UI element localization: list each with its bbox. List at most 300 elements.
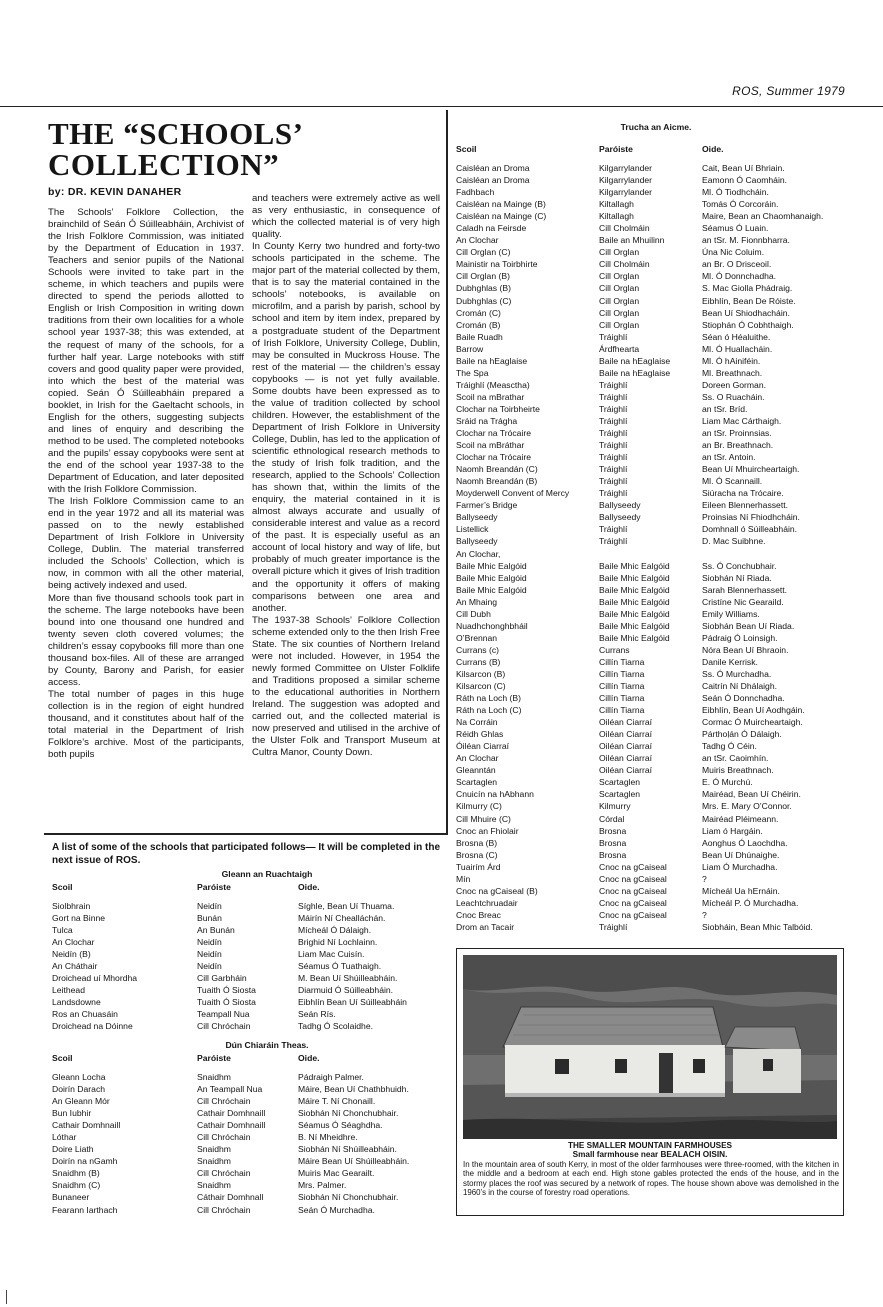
table-row <box>52 912 442 924</box>
teacher-name: Tomás Ó Corcoráin. <box>702 199 779 210</box>
school-name: Scartaglen <box>456 777 498 788</box>
table-row <box>52 1179 442 1191</box>
teacher-name: Ss. Ó Conchubhair. <box>702 560 777 571</box>
school-name: Cnuicín na hAbhann <box>456 789 534 800</box>
teacher-name: Ss. O Ruacháin. <box>702 391 765 402</box>
photo-caption-subtitle: Small farmhouse near BEALACH OISIN. <box>572 1150 728 1159</box>
parish-name: Baile Mhic Ealgóid <box>599 596 670 607</box>
school-name: Ráth na Loch (C) <box>456 705 522 716</box>
parish-name: Cillín Tiarna <box>599 693 645 704</box>
parish-name: Tráighlí <box>599 391 628 402</box>
parish-name: Oiléan Ciarraí <box>599 717 653 728</box>
parish-name: Tráighlí <box>599 488 628 499</box>
farmhouse-photo <box>463 955 837 1139</box>
teacher-name: an tSr. Proinnsias. <box>702 428 772 439</box>
parish-name: Tráighlí <box>599 440 628 451</box>
table-row <box>52 1155 442 1167</box>
header-school: Scoil <box>456 144 477 154</box>
school-name: Clochar na Trócaire <box>456 428 531 439</box>
parish-name: Ballyseedy <box>599 500 641 511</box>
school-name: Caisléan na Mainge (B) <box>456 199 546 210</box>
table-row <box>52 1167 442 1179</box>
school-name: Brosna (B) <box>456 837 498 848</box>
parish-name: Tráighlí <box>599 476 628 487</box>
column-headers <box>52 1053 442 1071</box>
teacher-name: an tSr. Bríd. <box>702 403 748 414</box>
teacher-name: Ss. Ó Murchadha. <box>702 668 772 679</box>
table-row <box>456 186 856 198</box>
table-row <box>52 900 442 912</box>
table-row <box>52 972 442 984</box>
teacher-name: Máire, Bean Uí Chathbhuidh. <box>298 1084 409 1095</box>
parish-name: Tráighlí <box>599 452 628 463</box>
table-row <box>456 813 856 825</box>
parish-name: Baile Mhic Ealgóid <box>599 560 670 571</box>
article-column-middle <box>252 193 440 759</box>
school-name: An Cháthair <box>52 961 98 972</box>
teacher-name: Pádraigh Palmer. <box>298 1072 364 1082</box>
teacher-name: Sarah Blennerhassett. <box>702 584 788 595</box>
table-row <box>456 728 856 740</box>
table-row <box>52 1204 442 1216</box>
school-name: Siolbhrain <box>52 901 91 911</box>
school-name: Scoil na mBráthar <box>456 440 525 451</box>
school-rows <box>456 162 856 933</box>
school-name: Mín <box>456 873 471 884</box>
school-name: Fadhbach <box>456 187 495 198</box>
article-byline: by: DR. KEVIN DANAHER <box>48 186 182 198</box>
table-row <box>456 475 856 487</box>
teacher-name: ? <box>702 909 707 920</box>
school-name: Cill Orglan (C) <box>456 247 511 258</box>
parish-name: Córdal <box>599 813 625 824</box>
parish-name: Cáthair Domhnall <box>197 1192 264 1203</box>
table-row <box>456 861 856 873</box>
school-rows <box>52 1071 442 1216</box>
school-name: An Gleann Mór <box>52 1096 110 1107</box>
table-row <box>456 716 856 728</box>
table-row <box>456 282 856 294</box>
school-name: Cnoc an Fhiolair <box>456 825 519 836</box>
table-row <box>52 996 442 1008</box>
teacher-name: Maire, Bean an Chaomhanaigh. <box>702 211 824 222</box>
school-name: Currans (B) <box>456 656 501 667</box>
teacher-name: Séamus Ó Luain. <box>702 223 769 234</box>
teacher-name: Siobhán Ní Shúilleabháin. <box>298 1144 397 1155</box>
header-parish: Paróiste <box>197 1053 231 1063</box>
teacher-name: Seán Rís. <box>298 1009 336 1020</box>
table-row <box>456 656 856 668</box>
parish-name: Tráighlí <box>599 415 628 426</box>
parish-name: Tráighlí <box>599 331 628 342</box>
teacher-name: Ml. Breathnach. <box>702 367 763 378</box>
parish-name: Scartaglen <box>599 777 641 788</box>
school-name: Naomh Breandán (C) <box>456 464 538 475</box>
school-name: Caisléan an Droma <box>456 175 530 186</box>
table-row <box>456 921 856 933</box>
article-title: THE “SCHOOLS’ COLLECTION” <box>48 116 302 182</box>
teacher-name: Eileen Blennerhassett. <box>702 500 788 511</box>
teacher-name: Siobhán Ní Riada. <box>702 572 772 583</box>
table-row <box>52 1083 442 1095</box>
parish-name: Kilgarrylander <box>599 187 653 198</box>
school-name: Cromán (B) <box>456 319 501 330</box>
parish-name: Árdfhearta <box>599 343 640 354</box>
parish-name: Cnoc na gCaiseal <box>599 909 667 920</box>
table-row <box>456 367 856 379</box>
table-row <box>456 608 856 620</box>
teacher-name: Mrs. E. Mary O’Connor. <box>702 801 792 812</box>
table-row <box>456 391 856 403</box>
parish-name: Cill Cholmáin <box>599 223 650 234</box>
parish-name: Tráighlí <box>599 428 628 439</box>
table-row <box>456 355 856 367</box>
parish-name: Snaidhm <box>197 1156 231 1167</box>
teacher-name: an Br. Breathnach. <box>702 440 774 451</box>
parish-name: Baile Mhic Ealgóid <box>599 572 670 583</box>
teacher-name: Siobháin, Bean Mhic Talbóid. <box>702 921 813 932</box>
parish-name: Cnoc na gCaiseal <box>599 861 667 872</box>
school-name: Kilsarcon (B) <box>456 668 506 679</box>
article-paragraph: The 1937-38 Schools’ Folklore Collection scheme extended only to the then Irish Free State. The six counties of Northern Ireland were not included. However, in 1954 the newly formed Committee on Ulster Folklife and Traditions proposed a similar scheme to the educational authorities in Northern Ireland. The suggestion was adopted and carried out, and the collected material is now preserved and utilised in the archive of the Ulster Folk and Transport Museum at Cultra Manor, County Down. <box>252 614 440 759</box>
table-row <box>52 1095 442 1107</box>
parish-name: Scartaglen <box>599 789 641 800</box>
table-row <box>456 620 856 632</box>
table-row <box>456 319 856 331</box>
teacher-name: Siobhán Bean Uí Riada. <box>702 620 795 631</box>
school-name: Mainistir na Toirbhirte <box>456 259 538 270</box>
teacher-name: an tSr. Antoin. <box>702 452 756 463</box>
table-row <box>456 162 856 174</box>
article-frame-rule-horizontal <box>44 833 448 835</box>
school-name: An Clochar <box>456 235 499 246</box>
school-name: Sráid na Trágha <box>456 415 518 426</box>
school-name: Nuadhchonghbháil <box>456 620 528 631</box>
school-name: Doirín na nGamh <box>52 1156 118 1167</box>
teacher-name: Eibhlín, Bean Uí Aodhgáin. <box>702 705 805 716</box>
school-name: Tulca <box>52 925 73 936</box>
parish-name: Cillín Tiarna <box>599 681 645 692</box>
teacher-name: Máire T. Ní Chonaill. <box>298 1096 376 1107</box>
table-row <box>52 1008 442 1020</box>
parish-name: Teampall Nua <box>197 1009 250 1020</box>
table-row <box>456 909 856 921</box>
school-name: Tuairím Árd <box>456 861 501 872</box>
school-name: Baile na hEaglaise <box>456 355 528 366</box>
teacher-name: Domhnall ó Súilleabháin. <box>702 524 798 535</box>
teacher-name: Ml. Ó hAiniféin. <box>702 355 761 366</box>
group-title: Dún Chiaráin Theas. <box>225 1040 309 1050</box>
teacher-name: D. Mac Suibhne. <box>702 536 766 547</box>
photo-caption-body: In the mountain area of south Kerry, in most of the older farmhouses were three-roomed, with the kitchen in the middle and a bedroom at each end. High stone gables protected the ends of the house, and in the stormy places the roof was secured by a network of ropes. The house shown above was demolished in the 1960’s in the course of forestry road operations. <box>463 1160 839 1197</box>
school-name: Cill Dubh <box>456 608 491 619</box>
teacher-name: Siobhán Ní Chonchubhair. <box>298 1192 399 1203</box>
teacher-name: Eibhlín Bean Uí Súilleabháin <box>298 997 407 1008</box>
table-row <box>456 451 856 463</box>
school-name: Gleanntán <box>456 765 496 776</box>
teacher-name: Bean Uí Dhúnaighe. <box>702 849 780 860</box>
parish-name: Cnoc na gCaiseal <box>599 885 667 896</box>
school-name: An Clochar <box>456 753 499 764</box>
parish-name: Tuaith Ó Siosta <box>197 997 256 1008</box>
school-name: Moyderwell Convent of Mercy <box>456 488 570 499</box>
parish-name: Brosna <box>599 825 627 836</box>
table-row <box>456 523 856 535</box>
table-row <box>456 415 856 427</box>
school-name: Clochar na Trócaire <box>456 452 531 463</box>
parish-name: Cillín Tiarna <box>599 656 645 667</box>
table-row <box>456 704 856 716</box>
parish-name: Oiléan Ciarraí <box>599 741 653 752</box>
school-name: Dubhghlas (C) <box>456 295 512 306</box>
parish-name: Cill Chróchain <box>197 1132 251 1143</box>
teacher-name: Séan ó Héaluithe. <box>702 331 771 342</box>
school-name: Currans (c) <box>456 644 499 655</box>
table-row <box>456 463 856 475</box>
school-name: Baile Mhic Ealgóid <box>456 560 527 571</box>
teacher-name: Ml. Ó Huallacháin. <box>702 343 773 354</box>
teacher-name: Cristíne Nic Gearaild. <box>702 596 784 607</box>
teacher-name: Stiophán Ó Cobhthaigh. <box>702 319 794 330</box>
parish-name: Baile Mhic Ealgóid <box>599 584 670 595</box>
school-name: Doire Liath <box>52 1144 94 1155</box>
article-frame-rule-vertical <box>446 110 448 834</box>
table-row <box>456 499 856 511</box>
teacher-name: Eamonn Ó Caomháin. <box>702 175 788 186</box>
school-name: Droichead na Dóinne <box>52 1021 133 1032</box>
parish-name: Cathair Domhnaill <box>197 1108 266 1119</box>
table-row <box>456 752 856 764</box>
teacher-name: Doreen Gorman. <box>702 379 767 390</box>
teacher-name: Cait, Bean Uí Bhriain. <box>702 163 785 173</box>
parish-name: Cnoc na gCaiseal <box>599 873 667 884</box>
teacher-name: Liam Ó Murchadha. <box>702 861 778 872</box>
column-headers <box>456 144 856 162</box>
school-name: Drom an Tacair <box>456 921 515 932</box>
school-name: Listellick <box>456 524 489 535</box>
table-row <box>456 837 856 849</box>
school-name: Cill Mhuire (C) <box>456 813 511 824</box>
school-name: Gleann Locha <box>52 1072 106 1082</box>
teacher-name: ? <box>702 873 707 884</box>
parish-name: Kiltallagh <box>599 211 634 222</box>
teacher-name: B. Ní Mheidhre. <box>298 1132 358 1143</box>
header-parish: Paróiste <box>599 144 633 154</box>
table-row <box>52 1071 442 1083</box>
table-row <box>456 800 856 812</box>
table-row <box>456 788 856 800</box>
photo-box <box>456 948 844 1216</box>
parish-name: Cill Cholmáin <box>599 259 650 270</box>
parish-name: Tráighlí <box>599 464 628 475</box>
teacher-name: Eibhlín, Bean De Róiste. <box>702 295 796 306</box>
school-name: An Mhaing <box>456 596 498 607</box>
table-row <box>456 680 856 692</box>
teacher-name: Mairéad Pléimeann. <box>702 813 779 824</box>
parish-name: Oiléan Ciarraí <box>599 765 653 776</box>
teacher-name: Nóra Bean Uí Bhraoin. <box>702 644 789 655</box>
teacher-name: an tSr. Caoimhín. <box>702 753 769 764</box>
school-name: O’Brennan <box>456 632 498 643</box>
school-name: An Clochar <box>52 937 95 948</box>
table-row <box>456 668 856 680</box>
school-name: Leachtchruadair <box>456 897 518 908</box>
teacher-name: Tadhg Ó Scolaidhe. <box>298 1021 374 1032</box>
school-name: Cill Orglan (B) <box>456 271 510 282</box>
school-group-dun-chiarain-theas <box>52 1040 442 1216</box>
parish-name: Oiléan Ciarraí <box>599 753 653 764</box>
teacher-name: Úna Nic Coluim. <box>702 247 765 258</box>
table-row <box>52 984 442 996</box>
parish-name: Brosna <box>599 849 627 860</box>
table-row <box>52 1107 442 1119</box>
teacher-name: Siúracha na Trócaire. <box>702 488 784 499</box>
parish-name: Baile Mhic Ealgóid <box>599 632 670 643</box>
table-row <box>456 343 856 355</box>
table-row <box>52 1020 442 1032</box>
parish-name: Cill Orglan <box>599 283 640 294</box>
teacher-name: Seán Ó Donnchadha. <box>702 693 785 704</box>
table-row <box>456 596 856 608</box>
teacher-name: Síghle, Bean Uí Thuama. <box>298 901 395 911</box>
parish-name: Neidín <box>197 937 222 948</box>
teacher-name: Pádraig Ó Loinsigh. <box>702 632 778 643</box>
teacher-name: Séamus Ó Séaghdha. <box>298 1120 383 1131</box>
school-name: Kilmurry (C) <box>456 801 502 812</box>
table-row <box>456 885 856 897</box>
teacher-name: Danile Kerrisk. <box>702 656 758 667</box>
teacher-name: Proinsias Ní Fhiodhcháin. <box>702 512 800 523</box>
school-name: Cnoc na gCaiseal (B) <box>456 885 538 896</box>
school-name: Baile Ruadh <box>456 331 503 342</box>
school-name: Caisléan an Droma <box>456 163 530 173</box>
table-row <box>456 644 856 656</box>
parish-name: Cill Orglan <box>599 307 640 318</box>
teacher-name: an Br. O Drisceoil. <box>702 259 772 270</box>
parish-name: Cathair Domhnaill <box>197 1120 266 1131</box>
parish-name: Baile Mhic Ealgóid <box>599 608 670 619</box>
table-row <box>52 936 442 948</box>
school-name: Scoil na mBrathar <box>456 391 525 402</box>
group-title: Trucha an Aicme. <box>620 122 692 132</box>
table-row <box>52 924 442 936</box>
school-name: Naomh Breandán (B) <box>456 476 538 487</box>
school-name: Barrow <box>456 343 484 354</box>
teacher-name: Ml. Ó Scannaill. <box>702 476 763 487</box>
school-group-trucha-an-aicme <box>456 122 856 933</box>
parish-name: Ballyseedy <box>599 512 641 523</box>
parish-name: Neidín <box>197 961 222 972</box>
table-row <box>52 1119 442 1131</box>
school-name: Snaidhm (C) <box>52 1180 101 1191</box>
header-parish: Paróiste <box>197 882 231 892</box>
parish-name: Cill Chróchain <box>197 1168 251 1179</box>
parish-name: Tráighlí <box>599 921 628 932</box>
column-headers <box>52 882 442 900</box>
school-name: Farmer’s Bridge <box>456 500 518 511</box>
parish-name: Kilgarrylander <box>599 163 653 173</box>
table-row <box>456 511 856 523</box>
parish-name: Cill Orglan <box>599 271 640 282</box>
table-row <box>456 487 856 499</box>
table-row <box>456 174 856 186</box>
school-list-intro: A list of some of the schools that participated follows— It will be completed in the next issue of ROS. <box>52 842 441 866</box>
teacher-name: Máire Bean Uí Shúilleabháin. <box>298 1156 410 1167</box>
parish-name: Bunán <box>197 913 222 924</box>
table-row <box>456 572 856 584</box>
teacher-name: Aonghus Ó Laochdha. <box>702 837 788 848</box>
parish-name: Tráighlí <box>599 524 628 535</box>
parish-name: Brosna <box>599 837 627 848</box>
parish-name: Kilgarrylander <box>599 175 653 186</box>
school-rows <box>52 900 442 1033</box>
school-name: Caisléan na Mainge (C) <box>456 211 547 222</box>
parish-name: Cill Chróchain <box>197 1096 251 1107</box>
teacher-name: an tSr. M. Fionnbharra. <box>702 235 790 246</box>
group-title: Gleann an Ruachtaigh <box>221 869 313 879</box>
school-name: Landsdowne <box>52 997 101 1008</box>
table-row <box>456 234 856 246</box>
table-row <box>456 379 856 391</box>
school-name: Kilsarcon (C) <box>456 681 506 692</box>
article-paragraph: The total number of pages in this huge collection is in the region of eight hundred thousand, and it constitutes about half of the total material in the Department of Irish Folklore’s archive. Most of the participants, both pupils <box>48 688 244 761</box>
school-name: Brosna (C) <box>456 849 498 860</box>
school-name: Snaidhm (B) <box>52 1168 100 1179</box>
parish-name: Baile na hEaglaise <box>599 367 671 378</box>
school-name: Cnoc Breac <box>456 909 501 920</box>
parish-name: Baile an Mhuilinn <box>599 235 665 246</box>
table-row <box>456 210 856 222</box>
parish-name: Tráighlí <box>599 379 628 390</box>
table-row <box>456 535 856 547</box>
school-name: Ros an Chuasáin <box>52 1009 118 1020</box>
article-paragraph: The Schools’ Folklore Collection, the brainchild of Seán Ó Súilleabháin, Archivist of the Irish Folklore Commission, was initiated by the Department of Education in 1937. Teachers and senior pupils of the National Schools were invited to take part in the scheme, in which teachers and pupils were directed to spend the periods allotted to English or Irish Composition in writing down traditions from their own localities for a whole school year 1937-38; this was extended, at the request of many of the schools, for a further half year. Large notebooks with stiff covers and good quality paper were provided, into which the best of the material was copied. Seán Ó Súilleabháin prepared a booklet, in Irish for the Gaeltacht schools, in English for the others, suggesting subjects and lines of enquiry and describing the method to be used. The completed notebooks and the pupils’ essay copybooks were sent at the end of the school year 1937-38 to the Department of Education, and later deposited with the Irish Folklore Commission. <box>48 207 244 496</box>
header-teacher: Oide. <box>298 882 320 892</box>
teacher-name: Bean Uí Shiodhacháin. <box>702 307 790 318</box>
header-teacher: Oide. <box>702 144 724 154</box>
table-row <box>456 897 856 909</box>
table-row <box>52 1131 442 1143</box>
table-row <box>456 439 856 451</box>
table-row <box>456 295 856 307</box>
table-row <box>456 427 856 439</box>
school-name: Clochar na Toirbheirte <box>456 403 540 414</box>
school-name: Baile Mhic Ealgóid <box>456 572 527 583</box>
teacher-name: M. Bean Uí Shúilleabháin. <box>298 973 398 984</box>
parish-name: Cill Chróchain <box>197 1204 251 1215</box>
table-row <box>456 222 856 234</box>
school-name: Baile Mhic Ealgóid <box>456 584 527 595</box>
teacher-name: Máirín Ní Chealláchán. <box>298 913 386 924</box>
teacher-name: Brighid Ní Lochlainn. <box>298 937 378 948</box>
teacher-name: Liam Mac Cárthaigh. <box>702 415 782 426</box>
parish-name: Snaidhm <box>197 1072 231 1082</box>
header-school: Scoil <box>52 882 73 892</box>
table-row <box>456 548 856 560</box>
parish-name: Cillín Tiarna <box>599 668 645 679</box>
teacher-name: Cormac Ó Muircheartaigh. <box>702 717 803 728</box>
school-name: Dubhghlas (B) <box>456 283 511 294</box>
parish-name: Cnoc na gCaiseal <box>599 897 667 908</box>
table-row <box>456 764 856 776</box>
table-row <box>456 270 856 282</box>
teacher-name: E. Ó Murchú. <box>702 777 753 788</box>
teacher-name: Mrs. Palmer. <box>298 1180 347 1191</box>
school-name: The Spa <box>456 367 489 378</box>
parish-name: An Teampall Nua <box>197 1084 263 1095</box>
school-name: Lóthar <box>52 1132 77 1143</box>
parish-name: Baile Mhic Ealgóid <box>599 620 670 631</box>
